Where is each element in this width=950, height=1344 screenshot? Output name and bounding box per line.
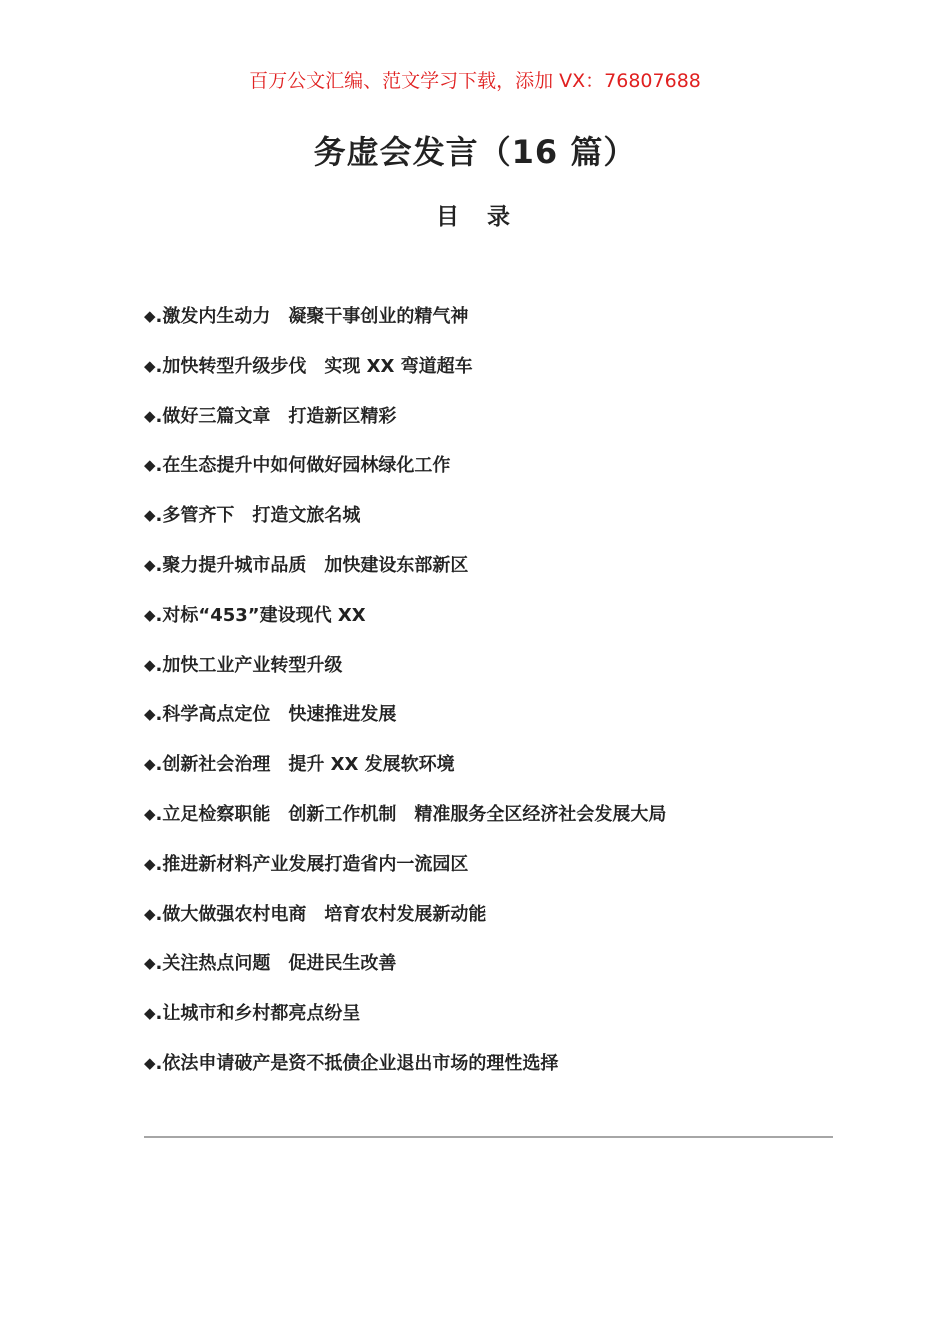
diamond-bullet-icon: ◆ bbox=[144, 356, 156, 375]
toc-item bbox=[144, 748, 834, 798]
diamond-bullet-icon: ◆ bbox=[144, 755, 156, 774]
diamond-bullet-icon: ◆ bbox=[144, 605, 156, 624]
toc-item-label: .在生态提升中如何做好园林绿化工作 bbox=[155, 455, 451, 477]
diamond-bullet-icon: ◆ bbox=[144, 555, 156, 574]
diamond-bullet-icon: ◆ bbox=[144, 705, 156, 724]
toc-item-label: .立足检察职能 创新工作机制 精准服务全区经济社会发展大局 bbox=[155, 803, 667, 825]
diamond-bullet-icon: ◆ bbox=[144, 456, 156, 475]
toc-item bbox=[144, 798, 834, 848]
toc-item bbox=[144, 449, 834, 499]
toc-item-label: .对标“453”建设现代 XX bbox=[155, 604, 366, 626]
diamond-bullet-icon: ◆ bbox=[144, 854, 156, 873]
toc-item-label: .加快转型升级步伐 实现 XX 弯道超车 bbox=[155, 355, 473, 377]
toc-item bbox=[144, 898, 834, 948]
toc-item bbox=[144, 997, 834, 1047]
toc-item bbox=[144, 848, 834, 898]
toc-item bbox=[144, 549, 834, 599]
toc-item bbox=[144, 400, 834, 450]
toc-item-label: .聚力提升城市品质 加快建设东部新区 bbox=[155, 554, 469, 576]
toc-item bbox=[144, 1047, 834, 1097]
toc-item bbox=[144, 599, 834, 649]
toc-item-label: .激发内生动力 凝聚干事创业的精气神 bbox=[155, 306, 469, 327]
toc-item bbox=[144, 698, 834, 748]
toc-item-label: .依法申请破产是资不抵债企业退出市场的理性选择 bbox=[155, 1052, 559, 1074]
toc-item-label: .加快工业产业转型升级 bbox=[155, 654, 343, 676]
toc-item-label: .推进新材料产业发展打造省内一流园区 bbox=[155, 853, 469, 875]
toc-item-label: .做好三篇文章 打造新区精彩 bbox=[155, 405, 397, 427]
table-of-contents bbox=[144, 300, 834, 1097]
toc-item bbox=[144, 649, 834, 699]
toc-item-label: .创新社会治理 提升 XX 发展软环境 bbox=[155, 754, 455, 776]
toc-item-label: .科学高点定位 快速推进发展 bbox=[155, 704, 397, 726]
diamond-bullet-icon: ◆ bbox=[144, 655, 156, 674]
toc-item-label: .多管齐下 打造文旅名城 bbox=[155, 505, 361, 527]
diamond-bullet-icon: ◆ bbox=[144, 307, 156, 325]
promo-banner: 百万公文汇编、范文学习下载，添加 VX：76807688 bbox=[249, 70, 701, 92]
toc-item bbox=[144, 947, 834, 997]
diamond-bullet-icon: ◆ bbox=[144, 954, 156, 973]
toc-item bbox=[144, 499, 834, 549]
toc-item bbox=[144, 300, 834, 350]
document-title: 务虚会发言（16 篇） bbox=[313, 133, 637, 171]
toc-item-label: .让城市和乡村都亮点纷呈 bbox=[155, 1003, 361, 1025]
diamond-bullet-icon: ◆ bbox=[144, 804, 156, 823]
toc-item-label: .关注热点问题 促进民生改善 bbox=[155, 953, 397, 975]
diamond-bullet-icon: ◆ bbox=[144, 506, 156, 525]
toc-item bbox=[144, 350, 834, 400]
diamond-bullet-icon: ◆ bbox=[144, 406, 156, 425]
toc-item-label: .做大做强农村电商 培育农村发展新动能 bbox=[155, 903, 487, 925]
page-divider bbox=[144, 1136, 833, 1138]
diamond-bullet-icon: ◆ bbox=[144, 1004, 156, 1023]
toc-heading: 目 录 bbox=[435, 204, 520, 230]
diamond-bullet-icon: ◆ bbox=[144, 904, 156, 923]
diamond-bullet-icon: ◆ bbox=[144, 1053, 156, 1072]
